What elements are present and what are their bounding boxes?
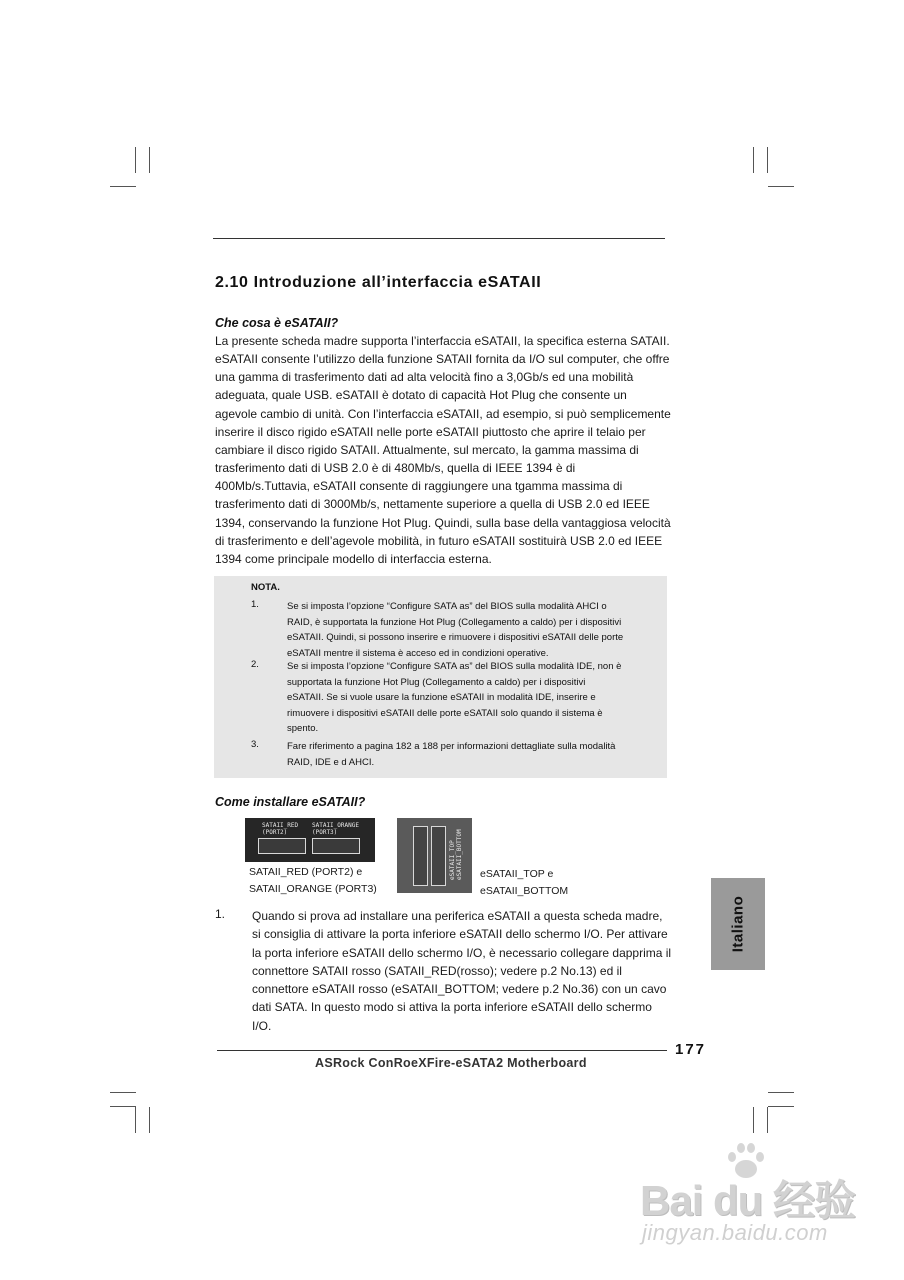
photo-label: SATAII_RED (PORT2) (262, 822, 299, 836)
note-item-number: 2. (251, 659, 259, 670)
crop-mark (768, 1092, 794, 1093)
sata-connector (413, 826, 428, 886)
note-box (214, 576, 667, 778)
footer-text: ASRock ConRoeXFire-eSATA2 Motherboard (315, 1056, 587, 1070)
step-number: 1. (215, 907, 226, 921)
crop-mark (110, 1092, 136, 1093)
photo2-caption: eSATAII_TOP e eSATAII_BOTTOM (480, 868, 569, 897)
crop-mark (149, 147, 150, 173)
note-title: NOTA. (251, 582, 280, 593)
crop-mark (768, 186, 794, 187)
crop-mark (768, 1106, 794, 1107)
what-is-heading: Che cosa è eSATAII? (215, 316, 339, 330)
photo-label: eSATAII_TOP eSATAII_BOTTOM (449, 829, 463, 880)
install-heading: Come installare eSATAII? (215, 795, 366, 809)
step-text: Quando si prova ad installare una periferica eSATAII a questa scheda madre, si consiglia di attivare la porta inferiore eSATAII dello schermo I/O. Per attivare la porta inferiore eSATAII dello schermo I/O, è necessario collegare dapprima il connettore SATAII rosso (SATAII_RED(rosso); vedere p.2 No.13) ed il connettore eSATAII rosso (eSATAII_BOTTOM; vedere p.2 No.36) con un cavo dati SATA. In questo modo si attiva la porta inferiore eSATAII dello schermo I/O. (252, 909, 672, 1033)
note-item-number: 3. (251, 739, 259, 750)
crop-mark (767, 1107, 768, 1133)
page-number: 177 (675, 1041, 707, 1058)
photo1-caption: SATAII_RED (PORT2) e SATAII_ORANGE (PORT3) (249, 866, 377, 895)
crop-mark (110, 1106, 136, 1107)
sata-connector (258, 838, 306, 854)
language-side-tab (711, 878, 765, 970)
sata-connector (312, 838, 360, 854)
note-item-number: 1. (251, 599, 259, 610)
baidu-watermark (640, 1140, 860, 1270)
what-is-paragraph: La presente scheda madre supporta l’interfaccia eSATAII, la specifica esterna SATAII. eSATAII consente l’utilizzo della funzione SATAII fornita da I/O sul computer, che offre una gamma di trasferimento dati ad alta velocità fino a 3,0Gb/s ed una mobilità adeguata, quale USB. eSATAII è dotato di capacità Hot Plug che consente un agevole cambio di unità. Con l’interfaccia eSATAII, ad esempio, si può semplicemente inserire il disco rigido eSATAII nelle porte eSATAII piuttosto che aprire il telaio per cambiare il disco rigido SATAII. Attualmente, sul mercato, la gamma massima di trasferimento dati di USB 2.0 è di 480Mb/s, quella di IEEE 1394 è di 400Mb/s.Tuttavia, eSATAII consente di raggiungere una tgamma massima di trasferimento dati di 3000Mb/s, nettamente superiore a quella di USB 2.0 ed IEEE 1394, conservando la funzione Hot Plug. Quindi, sulla base della vantaggiosa velocità di trasferimento e dell’agevole mobilità, in futuro eSATAII sostituirà USB 2.0 ed IEEE 1394 come principale modello di interfaccia esterna. (215, 334, 671, 566)
note-item-text: Se si imposta l’opzione “Configure SATA as” del BIOS sulla modalità AHCI o RAID, è supportata la funzione Hot Plug (Collegamento a caldo) per i dispositivi eSATAII. Quindi, si possono inserire e rimuovere i dispositivi eSATAII delle porte eSATAII mentre il sistema è acceso ed in condizioni operative. (287, 601, 624, 659)
header-rule (213, 238, 665, 239)
crop-mark (135, 147, 136, 173)
section-title: 2.10 Introduzione all’interfaccia eSATAII (215, 274, 542, 291)
crop-mark (767, 147, 768, 173)
note-item-text: Fare riferimento a pagina 182 a 188 per informazioni dettagliate sulla modalità RAID, IDE e d AHCI. (287, 741, 616, 768)
crop-mark (149, 1107, 150, 1133)
crop-mark (135, 1107, 136, 1133)
crop-mark (753, 147, 754, 173)
photo-label: SATAII_ORANGE (PORT3) (312, 822, 359, 836)
note-item-text: Se si imposta l’opzione “Configure SATA as” del BIOS sulla modalità IDE, non è supportata la funzione Hot Plug (Collegamento a caldo) per i dispositivi eSATAII. Se si vuole usare la funzione eSATAII in modalità IDE, inserire e rimuovere i dispositivi eSATAII delle porte eSATAII solo quando il sistema è spento. (287, 661, 622, 735)
crop-mark (753, 1107, 754, 1133)
sata-connector (431, 826, 446, 886)
sataii-connectors-photo (245, 818, 375, 862)
esataii-header-photo (397, 818, 472, 893)
language-side-tab-label: Italiano (729, 895, 747, 953)
footer-rule (217, 1050, 667, 1051)
watermark-brand: Bai du 经验 (640, 1177, 856, 1224)
watermark-url: jingyan.baidu.com (642, 1220, 828, 1245)
crop-mark (110, 186, 136, 187)
